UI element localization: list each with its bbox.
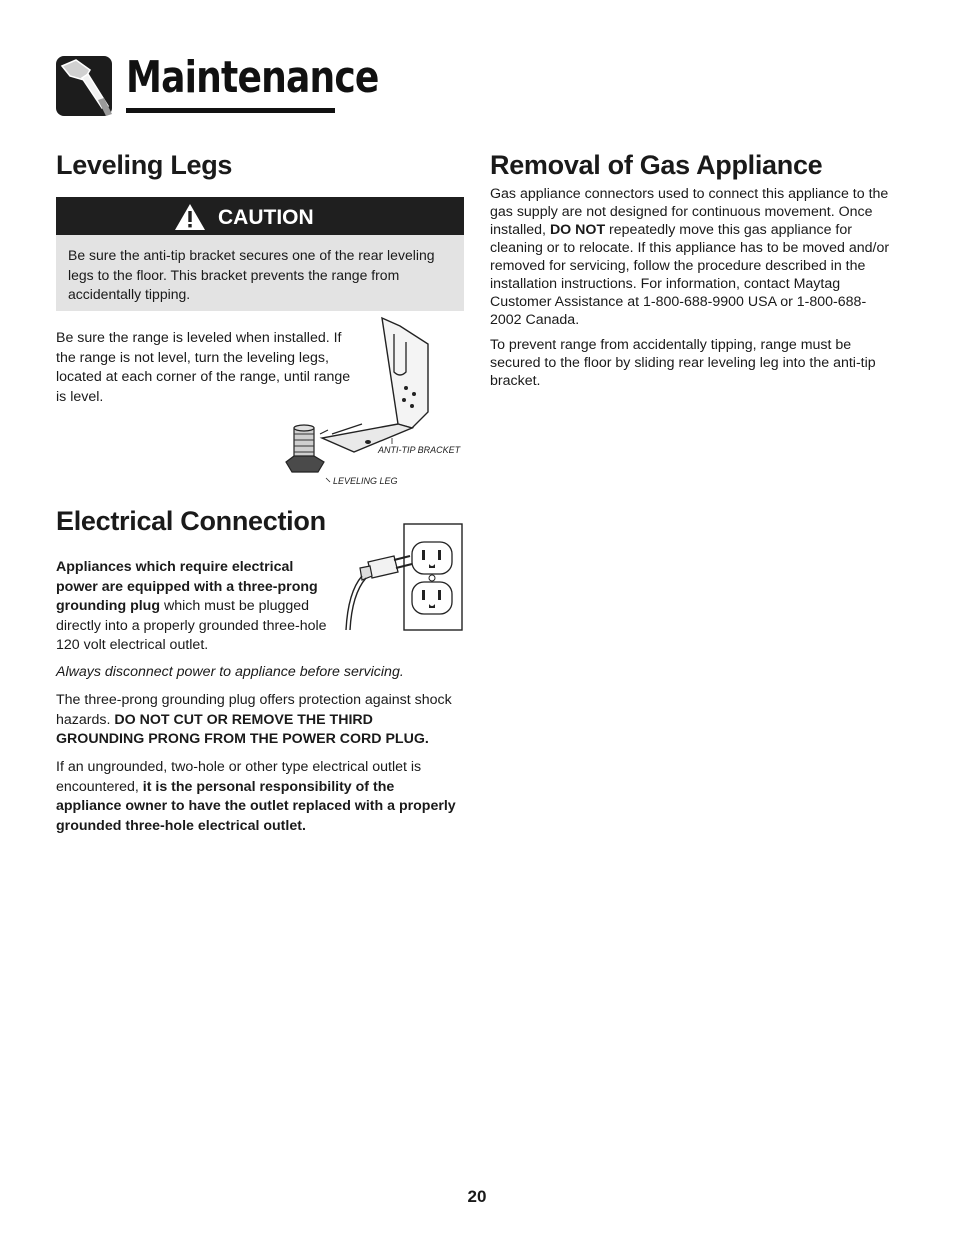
gas-connector-paragraph <box>490 185 896 329</box>
anti-tip-paragraph: To prevent range from accidentally tipping, range must be secured to the floor by sliding rear leveling leg into the anti-tip bracket. <box>490 337 876 389</box>
page-title: Maintenance <box>126 52 379 103</box>
do-not-cut-warning: DO NOT CUT OR REMOVE THE THIRD GROUNDING PRONG FROM THE POWER CORD PLUG. <box>56 711 429 747</box>
disconnect-power-note: Always disconnect power to appliance before servicing. <box>56 664 404 680</box>
gas-connector-text-a: Gas appliance connectors used to connect this appliance to the gas supply are not designed for continuous movement. Once installed, <box>490 186 889 238</box>
page-number: 20 <box>467 1187 487 1206</box>
warning-triangle-icon <box>174 203 206 231</box>
screwdriver-icon <box>56 56 114 118</box>
plug-requirement-bold: Appliances which require electrical power are equipped with a three-prong grounding plug <box>56 559 318 614</box>
grounding-plug-text: The three-prong grounding plug offers protection against shock hazards. <box>56 692 452 728</box>
leveling-leg-label: LEVELING LEG <box>333 476 398 486</box>
caution-text: Be sure the anti-tip bracket secures one of the rear leveling legs to the floor. This bracket prevents the range from accidentally tipping. <box>68 247 435 302</box>
gas-removal-heading: Removal of Gas Appliance <box>490 150 823 180</box>
outlet-plug-figure <box>340 522 466 634</box>
owner-responsibility-bold: it is the personal responsibility of the appliance owner to have the outlet replaced with a properly grounded three-hole electrical outlet. <box>56 778 456 834</box>
leveling-legs-heading: Leveling Legs <box>56 150 233 180</box>
electrical-plug-paragraph <box>56 558 336 656</box>
gas-connector-text-b: repeatedly move this gas appliance for cleaning or to relocate. If this appliance has to be moved and/or removed for servicing, follow the procedure described in the installation instructions. For information, contact Maytag Customer Assistance at 1-800-688-9900 USA or 1-800-688-2002 Canada. <box>490 222 890 328</box>
do-not-bold: DO NOT <box>549 222 606 238</box>
anti-tip-bracket-label: ANTI-TIP BRACKET <box>378 445 461 455</box>
leveling-instructions: Be sure the range is leveled when installed. If the range is not level, turn the leveling legs, located at each corner of the range, until range is level. <box>56 330 351 405</box>
title-rule <box>126 108 335 113</box>
electrical-connection-heading: Electrical Connection <box>56 506 326 536</box>
ungrounded-outlet-text: If an ungrounded, two-hole or other type electrical outlet is encountered, <box>56 759 422 795</box>
plug-requirement-text: which must be plugged directly into a properly grounded three-hole 120 volt electrical outlet. <box>56 598 327 653</box>
ungrounded-outlet-paragraph <box>56 758 456 836</box>
caution-label: CAUTION <box>218 206 314 229</box>
grounding-plug-paragraph <box>56 691 456 750</box>
anti-tip-bracket-figure <box>282 316 472 490</box>
